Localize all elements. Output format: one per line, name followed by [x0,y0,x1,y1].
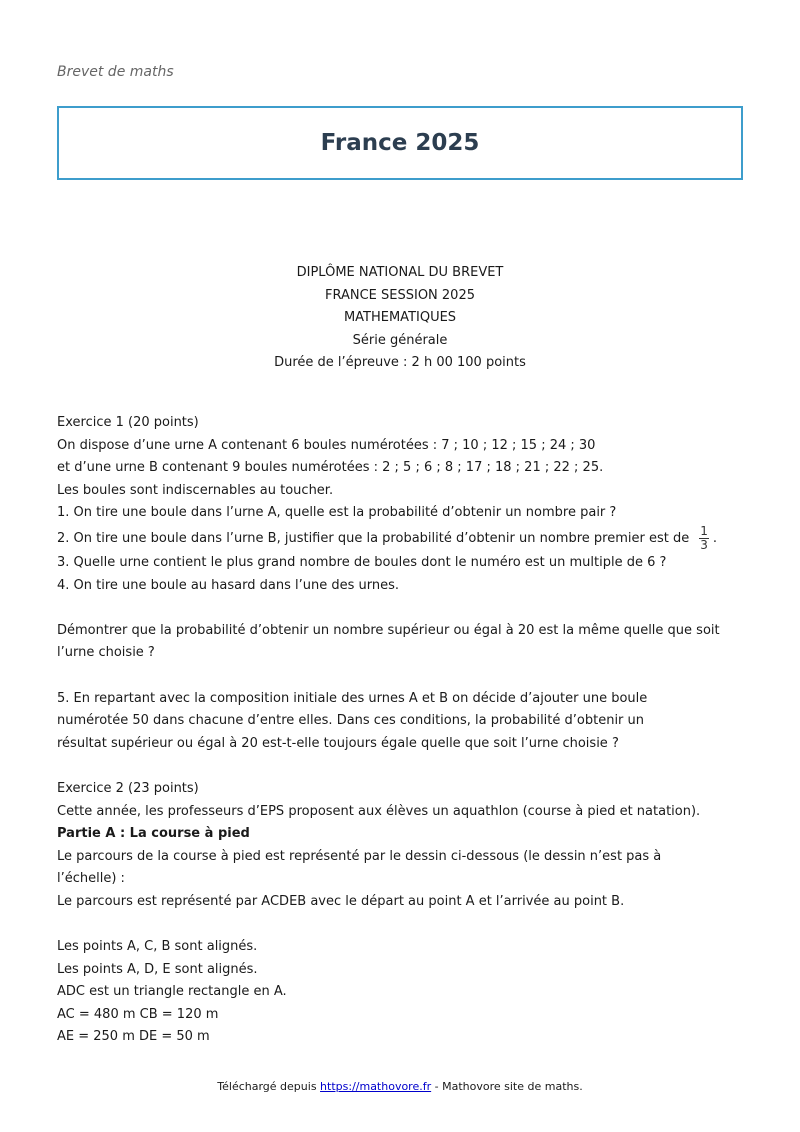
exercise1-question-5-line-1: 5. En repartant avec la composition initiale des urnes A et B on décide d’ajouter une boule [57,690,648,706]
exercise1-urn-b: et d’une urne B contenant 9 boules numérotées : 2 ; 5 ; 6 ; 8 ; 17 ; 18 ; 21 ; 22 ; 25. [57,460,604,476]
exercise1-question-3: 3. Quelle urne contient le plus grand nombre de boules dont le numéro est un multiple de 6 ? [57,554,667,570]
exam-diploma: DIPLÔME NATIONAL DU BREVET [296,265,504,280]
fraction-numerator: 1 [700,523,708,538]
exercise2-fact-5: AE = 250 m DE = 50 m [57,1029,210,1045]
exercise2-heading: Exercice 2 (23 points) [57,780,199,796]
spacer [57,665,747,688]
footer-link[interactable]: https://mathovore.fr [320,1080,432,1093]
exam-duration: Durée de l’épreuve : 2 h 00 100 points [274,355,526,370]
fraction-denominator: 3 [700,537,708,552]
footer-prefix: Téléchargé depuis [217,1080,321,1093]
exercise2-intro: Cette année, les professeurs d’EPS proposent aux élèves un aquathlon (course à pied et natation). [57,803,701,819]
exercise1-question-4-detail: Démontrer que la probabilité d’obtenir un nombre supérieur ou égal à 20 est la même quelle que soit l’urne choisie ? [57,622,720,661]
footer-suffix: - Mathovore site de maths. [431,1080,583,1093]
spacer [57,597,747,620]
exercise2-fact-2: Les points A, D, E sont alignés. [57,961,258,977]
page-title: France 2025 [320,130,480,156]
exercise1-urn-a: On dispose d’une urne A contenant 6 boules numérotées : 7 ; 10 ; 12 ; 15 ; 24 ; 30 [57,437,596,453]
question-2-end: . [712,530,717,546]
exam-subject: MATHEMATIQUES [343,310,457,325]
title-box [57,106,743,180]
header-label: Brevet de maths [57,64,174,80]
exercise2-fact-3: ADC est un triangle rectangle en A. [57,984,287,1000]
spacer [57,755,747,778]
exam-info-block [0,262,800,375]
exercise1-question-5-line-2: numérotée 50 dans chacune d’entre elles. Dans ces conditions, la probabilité d’obtenir un [57,713,645,729]
exercise1-note: Les boules sont indiscernables au toucher. [57,482,334,498]
exam-session: FRANCE SESSION 2025 [324,287,475,303]
exercise1-question-4: 4. On tire une boule au hasard dans l’une des urnes. [57,577,399,593]
exercise1-question-5-line-3: résultat supérieur ou égal à 20 est-t-elle toujours égale quelle que soit l’urne choisie ? [57,735,619,751]
footer [0,1080,800,1093]
exercise2-description-line-2: l’échelle) : [57,871,125,887]
question-2-text: 2. On tire une boule dans l’urne B, justifier que la probabilité d’obtenir un nombre premier est de [57,530,690,546]
exam-body [57,412,747,1049]
exercise2-fact-4: AC = 480 m CB = 120 m [57,1006,219,1022]
exercise2-fact-1: Les points A, C, B sont alignés. [57,939,258,955]
exercise2-part-a-title: Partie A : La course à pied [57,826,250,842]
exam-series: Série générale [352,332,448,348]
exercise1-question-1: 1. On tire une boule dans l’urne A, quelle est la probabilité d’obtenir un nombre pair ? [57,505,617,521]
exercise2-description-line-3: Le parcours est représenté par ACDEB avec le départ au point A et l’arrivée au point B. [57,893,625,909]
exercise1-question-2 [57,525,747,552]
spacer [57,913,747,936]
fraction-one-third [699,525,709,552]
exercise1-heading: Exercice 1 (20 points) [57,415,199,430]
exercise2-description-line-1: Le parcours de la course à pied est représenté par le dessin ci-dessous (le dessin n’est pas à [57,848,662,864]
